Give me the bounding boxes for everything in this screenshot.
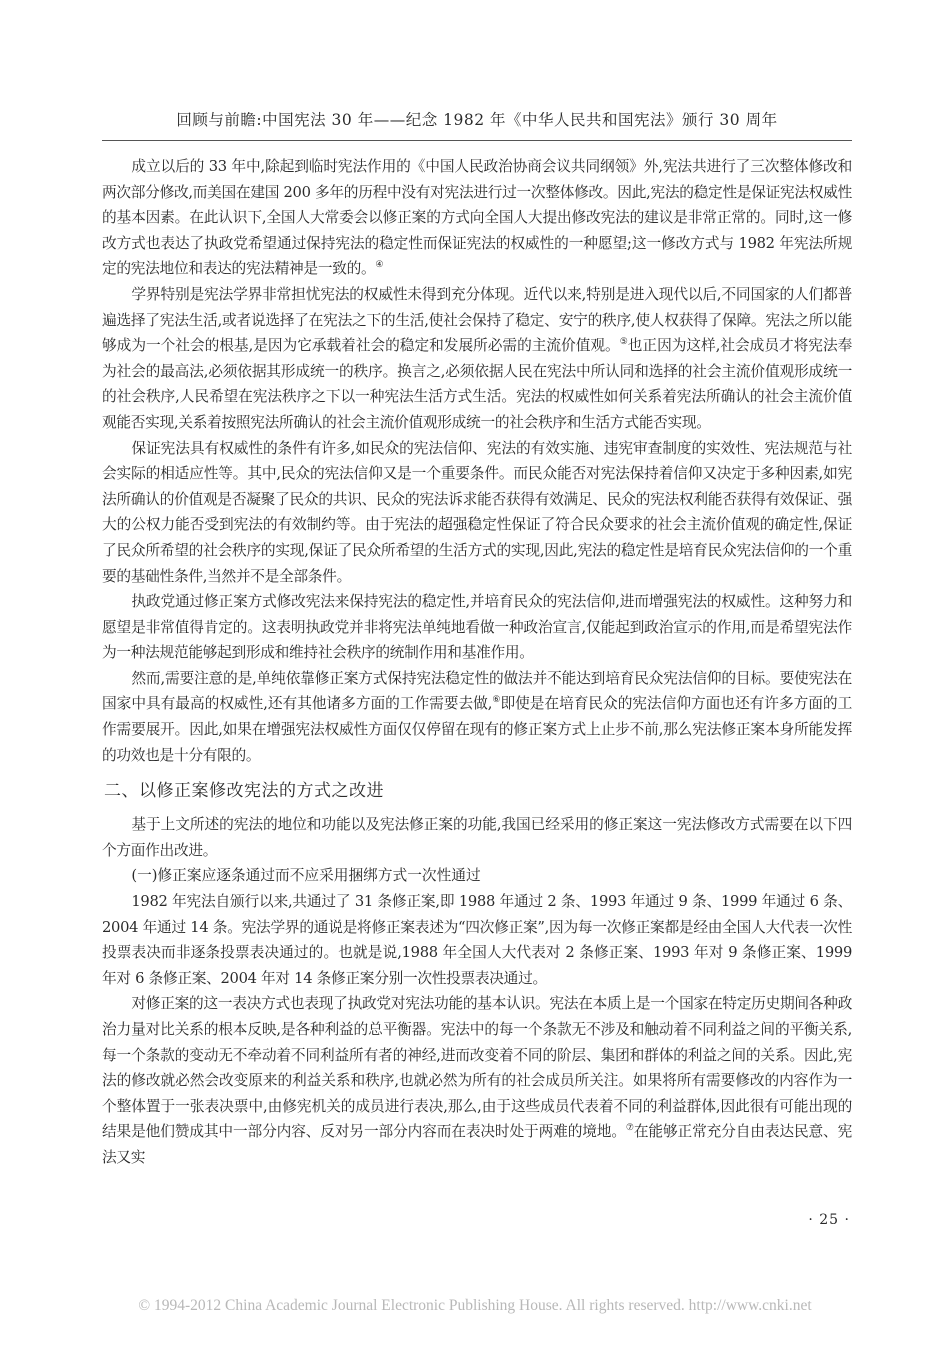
paragraph-4-text: 执政党通过修正案方式修改宪法来保持宪法的稳定性,并培育民众的宪法信仰,进而增强宪法的权威性。这种努力和愿望是非常值得肯定的。这表明执政党并非将宪法单纯地看做一种政治宣言,仅能起到政治宣示的作用,而是希望宪法作为一种法规范能够起到形成和维持社会秩序的统制作用和基准作用。 xyxy=(102,593,852,662)
paragraph-3 xyxy=(102,436,852,590)
section-heading: 二、以修正案修改宪法的方式之改进 xyxy=(104,781,384,802)
footnote-ref-6[interactable]: ⑥ xyxy=(492,695,501,706)
header-divider xyxy=(102,140,852,141)
paragraph-2-text-b: 也正因为这样,社会成员才将宪法奉为社会的最高法,必须依据其形成统一的秩序。换言之,必须依据人民在宪法中所认同和选择的社会主流价值观形成统一的社会秩序,人民希望在宪法秩序之下以一种宪法生活方式生活。宪法的权威性如何关系着宪法所确认的社会主流价值观能否实现,关系着按照宪法所确认的社会主流价值观形成统一的社会秩序和生活方式能否实现。 xyxy=(102,337,852,431)
paragraph-4 xyxy=(102,589,852,666)
footnote-ref-7[interactable]: ⑦ xyxy=(625,1123,634,1134)
paragraph-5-text-b: 即使是在培育民众的宪法信仰方面也还有许多方面的工作需要展开。因此,如果在增强宪法权威性方面仅仅停留在现有的修正案方式上止步不前,那么宪法修正案本身所能发挥的功效也是十分有限的。 xyxy=(102,695,852,764)
paragraph-8-text-b: 在能够正常充分自由表达民意、宪法又实 xyxy=(102,1123,852,1166)
paragraph-8 xyxy=(102,991,852,1170)
paragraph-7 xyxy=(102,889,852,991)
paragraph-3-text: 保证宪法具有权威性的条件有许多,如民众的宪法信仰、宪法的有效实施、违宪审查制度的实效性、宪法规范与社会实际的相适应性等。其中,民众的宪法信仰又是一个重要条件。而民众能否对宪法保持着信仰又决定于多种因素,如宪法所确认的价值观是否凝聚了民众的共识、民众的宪法诉求能否获得有效满足、民众的宪法权利能否获得有效保证、强大的公权力能否受到宪法的有效制约等。由于宪法的超强稳定性保证了符合民众要求的社会主流价值观的确定性,保证了民众所希望的社会秩序的实现,保证了民众所希望的生活方式的实现,因此,宪法的稳定性是培育民众宪法信仰的一个重要的基础性条件,当然并不是全部条件。 xyxy=(102,439,852,585)
copyright-watermark: © 1994-2012 China Academic Journal Electronic Publishing House. All rights reserved. http://www.cnki.net xyxy=(138,1297,812,1314)
footnote-ref-5[interactable]: ⑤ xyxy=(619,337,628,348)
paragraph-7-text: 1982 年宪法自颁行以来,共通过了 31 条修正案,即 1988 年通过 2 条、1993 年通过 9 条、1999 年通过 6 条、2004 年通过 14 条。宪法学界的通说是将修正案表述为“四次修正案”,因为每一次修正案都是经由全国人大代表一次性投票表决而非逐条投票表决通过的。也就是说,1988 年全国人大代表对 2 条修正案、1993 年对 9 条修正案、1999 年对 6 条修正案、2004 年对 14 条修正案分别一次性投票表决通过。 xyxy=(102,893,852,987)
paragraph-2-text-a: 学界特别是宪法学界非常担忧宪法的权威性未得到充分体现。近代以来,特别是进入现代以后,不同国家的人们都普遍选择了宪法生活,或者说选择了在宪法之下的生活,使社会保持了稳定、安宁的秩序,使人权获得了保障。宪法之所以能够成为一个社会的根基,是因为它承载着社会的稳定和发展所必需的主流价值观。 xyxy=(102,285,852,355)
paragraph-1-text: 成立以后的 33 年中,除起到临时宪法作用的《中国人民政治协商会议共同纲领》外,宪法共进行了三次整体修改和两次部分修改,而美国在建国 200 多年的历程中没有对宪法进行过一次整体修改。因此,宪法的稳定性是保证宪法权威性的基本因素。在此认识下,全国人大常委会以修正案的方式向全国人大提出修改宪法的建议是非常正常的。同时,这一修改方式也表达了执政党希望通过保持宪法的稳定性而保证宪法的权威性的一种愿望;这一修改方式与 1982 年宪法所规定的宪法地位和表达的宪法精神是一致的。 xyxy=(102,158,852,278)
page-number: · 25 · xyxy=(808,1212,850,1228)
paragraph-2 xyxy=(102,282,852,436)
subsection-heading: (一)修正案应逐条通过而不应采用捆绑方式一次性通过 xyxy=(131,867,481,885)
running-header: 回顾与前瞻:中国宪法 30 年——纪念 1982 年《中华人民共和国宪法》颁行 30 周年 xyxy=(176,111,778,129)
paragraph-5 xyxy=(102,666,852,768)
paragraph-5-text-a: 然而,需要注意的是,单纯依靠修正案方式保持宪法稳定性的做法并不能达到培育民众宪法信仰的目标。要使宪法在国家中具有最高的权威性,还有其他诸多方面的工作需要去做, xyxy=(102,669,852,713)
paragraph-8-text-a: 对修正案的这一表决方式也表现了执政党对宪法功能的基本认识。宪法在本质上是一个国家在特定历史期间各种政治力量对比关系的根本反映,是各种利益的总平衡器。宪法中的每一个条款无不涉及和触动着不同利益之间的平衡关系,每一个条款的变动无不牵动着不同利益所有者的神经,进而改变着不同的阶层、集团和群体的利益之间的关系。因此,宪法的修改就必然会改变原来的利益关系和秩序,也就必然为所有的社会成员所关注。如果将所有需要修改的内容作为一个整体置于一张表决票中,由修宪机关的成员进行表决,那么,由于这些成员代表着不同的利益群体,因此很有可能出现的结果是他们赞成其中一部分内容、反对另一部分内容而在表决时处于两难的境地。 xyxy=(102,995,852,1141)
paragraph-1 xyxy=(102,154,852,282)
article-body xyxy=(102,154,852,1171)
paragraph-6-text: 基于上文所述的宪法的地位和功能以及宪法修正案的功能,我国已经采用的修正案这一宪法修改方式需要在以下四个方面作出改进。 xyxy=(102,816,852,859)
footnote-ref-4[interactable]: ④ xyxy=(375,260,384,271)
paragraph-6 xyxy=(102,812,852,863)
